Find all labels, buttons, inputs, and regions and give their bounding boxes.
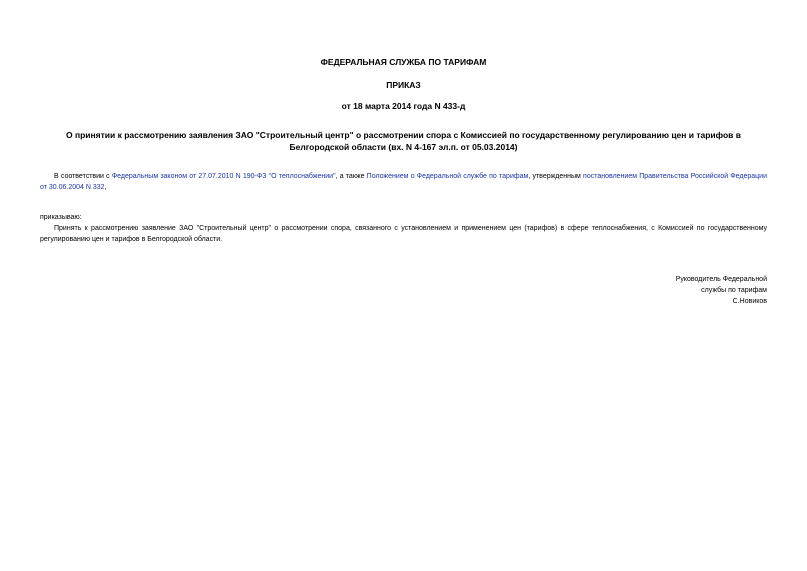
order-word: приказываю: xyxy=(40,214,82,221)
signatory-name: С.Новиков xyxy=(732,298,767,305)
government-resolution-link[interactable]: постановлением Правительства Российской Федерации от 30.06.2004 N 332 xyxy=(40,173,768,191)
signatory-title-line-2: службы по тарифам xyxy=(701,287,767,294)
basis-text-1: В соответствии с xyxy=(54,173,112,180)
decision-paragraph: Принять к рассмотрению заявление ЗАО "Строительный центр" о рассмотрении спора, связанного с установлением и применением цен (тарифов) в сфере теплоснабжения, с Комиссией по государственному регулированию цен и тарифов в Белгородской области. xyxy=(40,225,767,243)
agency-name: ФЕДЕРАЛЬНАЯ СЛУЖБА ПО ТАРИФАМ xyxy=(320,57,487,67)
document-type: ПРИКАЗ xyxy=(386,80,421,90)
legal-basis-paragraph xyxy=(40,172,767,193)
document-date: от 18 марта 2014 года N 433-д xyxy=(341,101,466,111)
signatory-title-line-1: Руководитель Федеральной xyxy=(675,276,767,283)
basis-text-4: , xyxy=(104,183,107,191)
federal-law-link[interactable]: Федеральным законом от 27.07.2010 N 190-ФЗ "О теплоснабжении" xyxy=(111,173,336,180)
document-subject: О принятии к рассмотрению заявления ЗАО "Строительный центр" о рассмотрении спора с Комиссией по государственному регулированию цен и тарифов в Белгородской области (вх. N 4-167 эл.п. от 05.03.2014) xyxy=(66,130,741,152)
basis-text-2: , а также xyxy=(335,173,367,180)
regulation-link[interactable]: Положением о Федеральной службе по тарифам xyxy=(366,173,529,180)
basis-text-3: , утвержденным xyxy=(528,173,584,180)
